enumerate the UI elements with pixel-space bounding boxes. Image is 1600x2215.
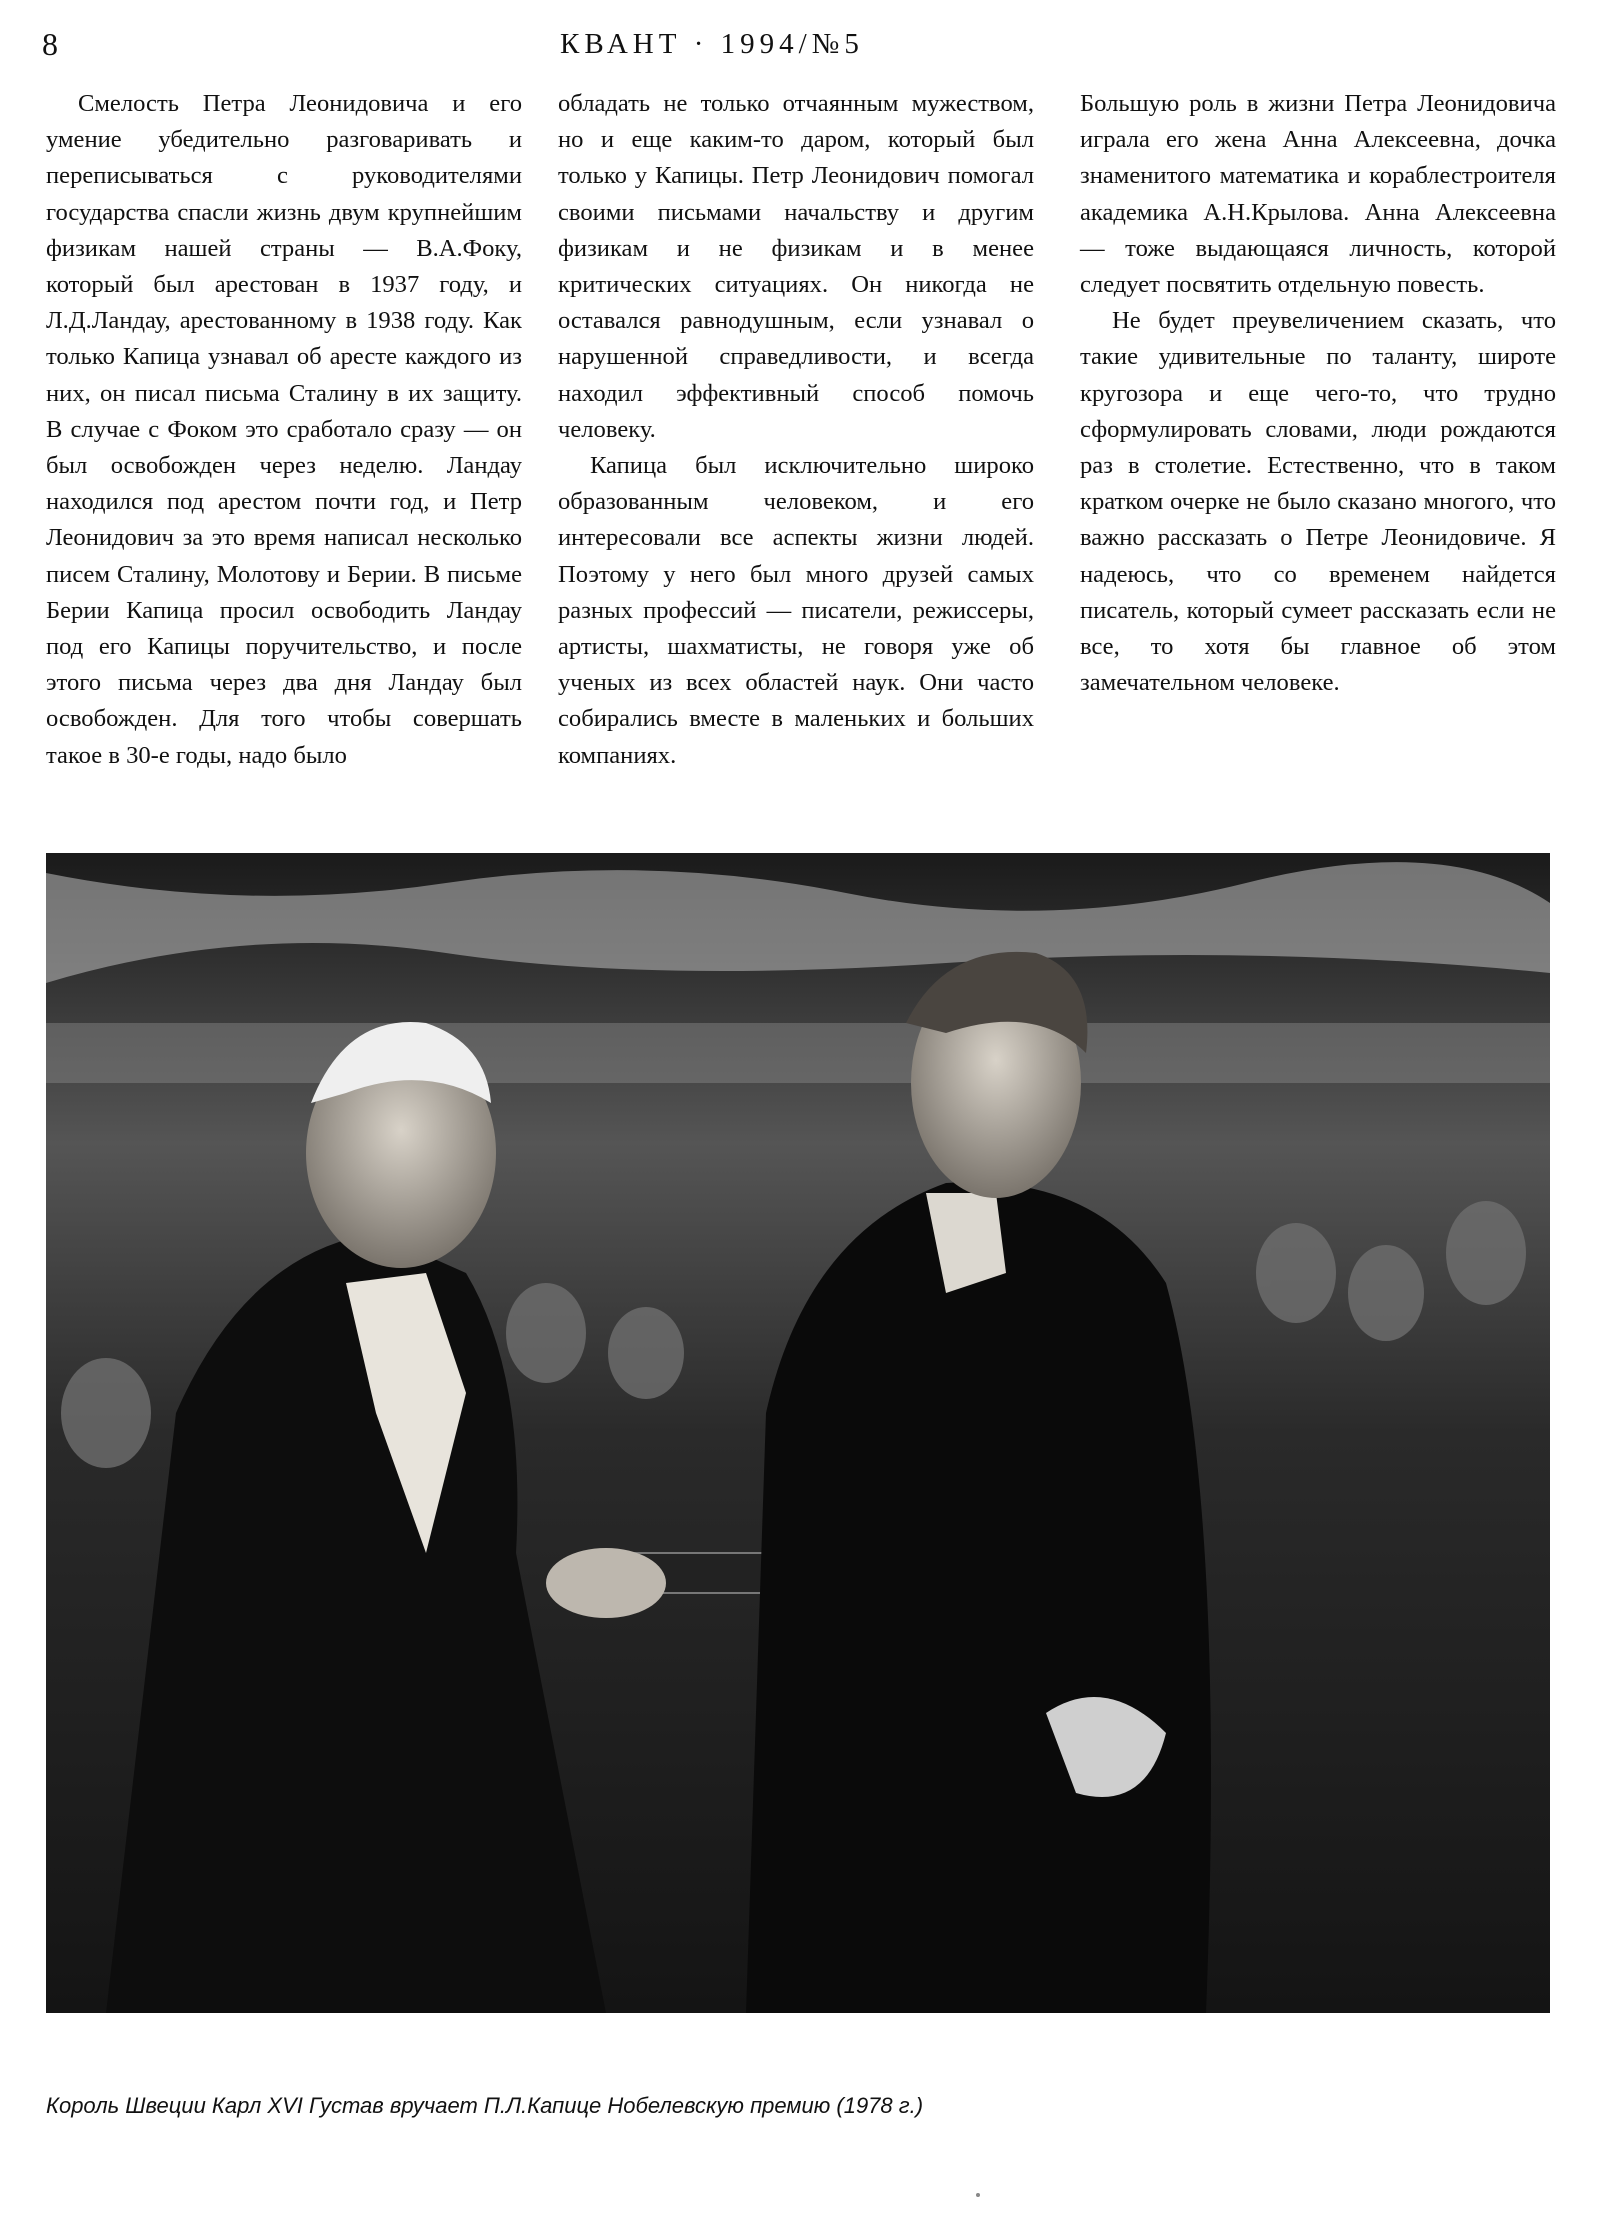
paragraph: Большую роль в жизни Петра Леонидовича играла его жена Анна Алексеевна, дочка знаменитого математика и кораблестроителя академика А.Н.Крылова. Анна Алексеевна — тоже выдающаяся личность, которой следует посвятить отдельную повесть. [1080, 90, 1556, 299]
text-column-1 [46, 86, 522, 774]
paragraph: Смелость Петра Леонидовича и его умение убедительно разговаривать и переписываться с руководителями государства спасли жизнь двум крупнейшим физикам нашей страны — В.А.Фоку, который был арестован в 1937 году, и Л.Д.Ландау, арестованному в 1938 году. Как только Капица узнавал об аресте каждого из них, он писал письма Сталину в их защиту. В случае с Фоком это сработало сразу — он был освобожден через неделю. Ландау находился под арестом почти год, и Петр Леонидович за это время написал несколько писем Сталину, Молотову и Берии. В письме Берии Капица просил освободить Ландау под его Капицы поручительство, и после этого письма через два дня Ландау был освобожден. Для того чтобы совершать такое в 30-е годы, надо было [46, 90, 522, 769]
article-body [46, 86, 1566, 769]
figure-caption: Король Швеции Карл XVI Густав вручает П.Л.Капице Нобелевскую премию (1978 г.) [46, 2093, 924, 2118]
ceremony-photo [46, 853, 1550, 2013]
paragraph: Капица был исключительно широко образованным человеком, и его интересовали все аспекты жизни людей. Поэтому у него был много друзей самых разных профессий — писатели, режиссеры, артисты, шахматисты, не говоря уже об ученых из всех областей наук. Они часто собирались вместе в маленьких и больших компаниях. [558, 452, 1034, 769]
paragraph-continued: обладать не только отчаянным мужеством, но и еще каким-то даром, который был только у Капицы. Петр Леонидович помогал своими письмами начальству и другим физикам и не физикам и в менее критических ситуациях. Он никогда не оставался равнодушным, если узнавал о нарушенной справедливости, и всегда находил эффективный способ помочь человеку. [558, 90, 1034, 443]
running-head: КВАНТ · 1994/№5 [560, 28, 864, 60]
text-column-2 [558, 86, 1034, 774]
text-column-3 [1080, 86, 1556, 701]
scan-speck [976, 2193, 980, 2197]
paragraph: Не будет преувеличением сказать, что такие удивительные по таланту, широте кругозора и еще чего-то, что трудно сформулировать словами, люди рождаются раз в столетие. Естественно, что в таком кратком очерке не было сказано многого, что важно рассказать о Петре Леонидовиче. Я надеюсь, что со временем найдется писатель, который сумеет рассказать если не все, то хотя бы главное об этом замечательном человеке. [1080, 307, 1556, 697]
page-number: 8 [42, 26, 58, 62]
